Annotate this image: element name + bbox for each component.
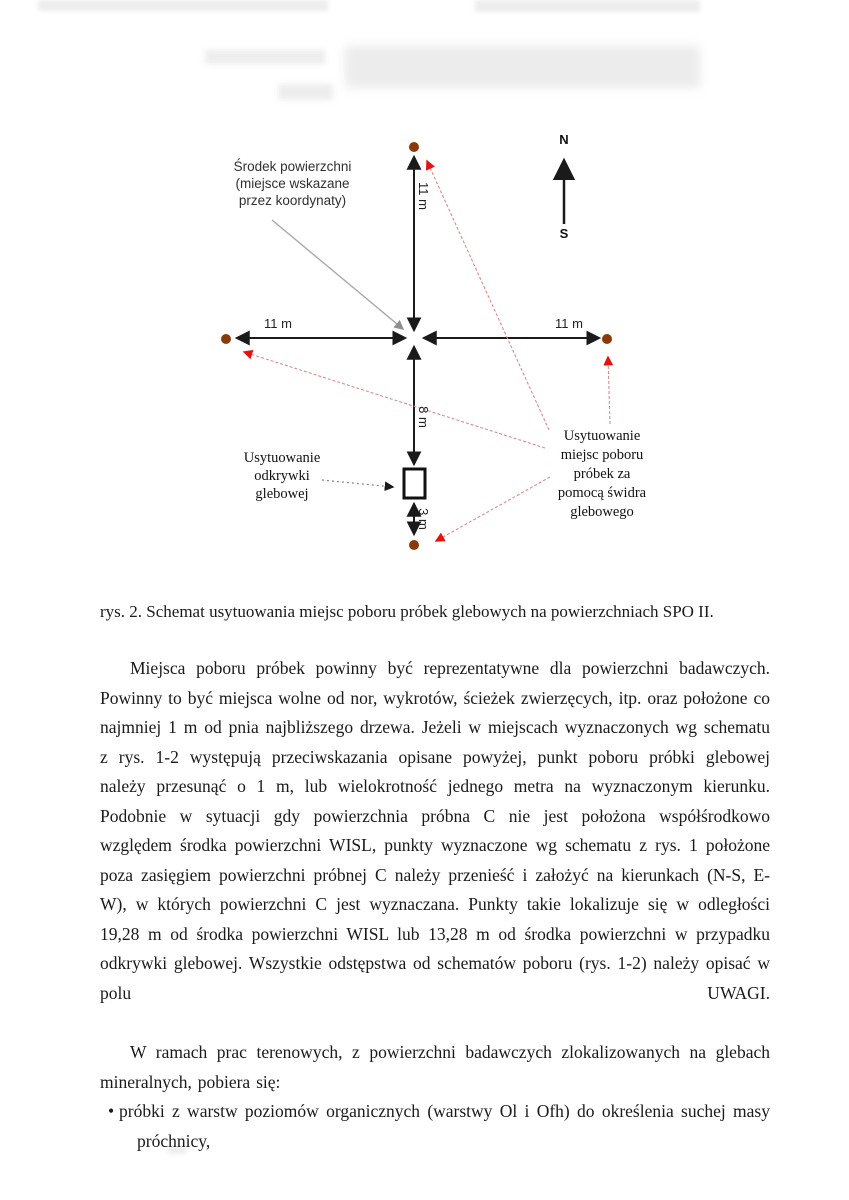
pit-label-line: Usytuowanie	[243, 450, 321, 466]
auger-label-line: glebowego	[570, 504, 634, 520]
center-label	[225, 158, 360, 209]
auger-pointer-east	[608, 357, 610, 424]
sample-point-north	[409, 142, 419, 152]
sample-point-south	[409, 540, 419, 550]
center-label-line: (miejsce wskazane	[235, 176, 350, 191]
sample-point-west	[221, 334, 231, 344]
soil-pit-rect	[404, 469, 425, 498]
pit-label-line: glebowej	[255, 486, 309, 502]
distance-south-label: 3 m	[416, 508, 432, 530]
auger-pointer-north	[427, 161, 549, 430]
distance-pit-label: 8 m	[416, 406, 432, 428]
list-item	[100, 1097, 770, 1156]
text-column	[100, 601, 770, 1156]
auger-label-line: miejsc poboru	[560, 447, 644, 463]
figure-caption: rys. 2. Schemat usytuowania miejsc poboru próbek glebowych na powierzchniach SPO II.	[100, 602, 714, 621]
auger-pointer-west	[244, 352, 545, 448]
pit-label-line: odkrywki	[254, 468, 310, 484]
distance-east-label: 11 m	[555, 315, 583, 331]
auger-label	[542, 427, 662, 522]
auger-label-line: próbek za	[573, 466, 631, 482]
compass-north-label: N	[559, 132, 569, 147]
bullet-icon: •	[108, 1101, 115, 1121]
auger-label-line: Usytuowanie	[563, 428, 641, 444]
list-item-text: próbki z warstw poziomów organicznych (warstwy Ol i Ofh) do określenia suchej masy próchnicy,	[119, 1101, 770, 1151]
auger-pointer-south	[436, 477, 550, 541]
paragraph-field-work: W ramach prac terenowych, z powierzchni badawczych zlokalizowanych na glebach mineralnych, pobiera się:	[100, 1042, 770, 1092]
sample-point-east	[602, 334, 612, 344]
auger-label-line: pomocą świdra	[557, 485, 647, 501]
center-label-line: przez koordynaty)	[238, 193, 347, 208]
distance-west-label: 11 m	[264, 315, 292, 331]
compass-south-label: S	[559, 226, 569, 241]
paragraph-sampling-rules: Miejsca poboru próbek powinny być reprezentatywne dla powierzchni badawczych. Powinny to być miejsca wolne od nor, wykrotów, ścieżek zwierzęcych, itp. oraz położone co najmniej 1 m od pnia najbliższego drzewa. Jeżeli w miejscach wyznaczonych wg schematu z rys. 1-2 występują przeciwskazania opisane powyżej, punkt poboru próbki glebowej należy przesunąć o 1 m, lub wielokrotność jednego metra na wyznaczonym kierunku. Podobnie w sytuacji gdy powierzchnia próbna C nie jest położona współśrodkowo względem środka powierzchni WISL, punkty wyznaczone wg schematu z rys. 1 położone poza zasięgiem powierzchni próbnej C należy przenieść i założyć na kierunkach (N-S, E-W), w których powierzchni C jest wyznaczana. Punkty takie lokalizuje się w odległości 19,28 m od środka powierzchni WISL lub 13,28 m od środka powierzchni w przypadku odkrywki glebowej. Wszystkie odstępstwa od schematów poboru (rys. 1-2) należy opisać w polu UWAGI.	[100, 658, 770, 1003]
center-label-pointer	[272, 220, 403, 329]
distance-north-label: 11 m	[416, 182, 432, 210]
pit-label	[228, 449, 336, 503]
center-label-line: Środek powierzchni	[233, 159, 352, 174]
